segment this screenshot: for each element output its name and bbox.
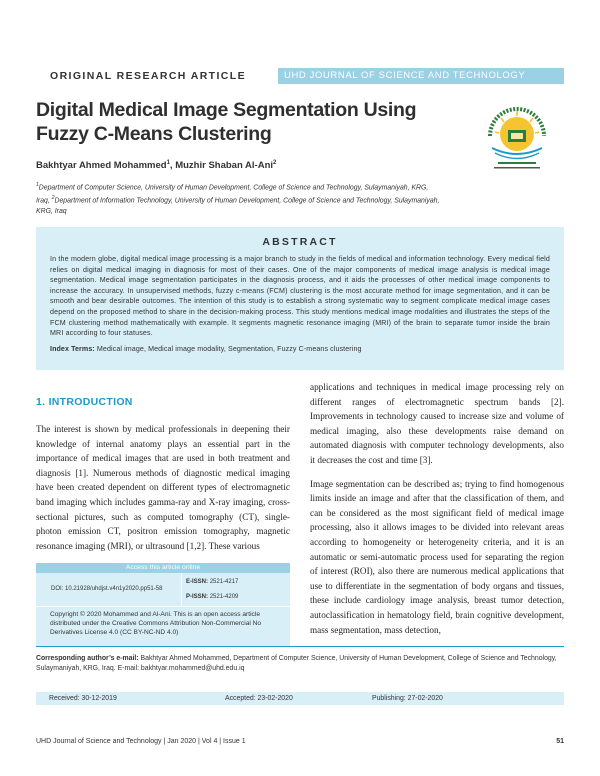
affiliation-text: Department of Computer Science, University of Human Development, College of Science and Technology, Sulaymaniyah, KRG, Iraq, bbox=[36, 184, 429, 205]
page-number: 51 bbox=[556, 738, 564, 745]
index-terms-list: Medical image, Medical image modality, Segmentation, Fuzzy C-means clustering bbox=[96, 344, 362, 353]
uhd-university-seal-icon bbox=[470, 96, 564, 180]
access-heading: Access this article online bbox=[36, 563, 290, 573]
copyright-notice: Copyright © 2020 Mohammed and Al-Ani. This is an open access article distributed under the Creative Commons Attribution Non-Commercial No Derivatives License 4.0 (CC BY-NC-ND 4.0) bbox=[50, 611, 262, 636]
body-paragraph: Image segmentation can be described as; trying to find homogenous limits inside an image and after that the classification of them, and can be considered as the most significant field of medical image processing, also it allows images to be divided into relevant areas according to homogeneity or heterogeneity criteria, and it is an automatic or semi-automatic process used for separating the region of interest (ROI), also there are numerous medical applications that use to differentiate in the segmentation of body organs and tissues, these include cardiology image analysis, breast tumor detection, autoclassification in hematology field, brain cognitive development, mass segmentation, mass detection, bbox=[310, 478, 564, 635]
correspondence bbox=[36, 646, 564, 691]
author-affiliation-marker: 1 bbox=[166, 160, 170, 166]
eissn bbox=[186, 579, 238, 585]
abstract-text: In the modern globe, digital medical image processing is a major branch to study in the fields of medical and information technology. Every medical field relies on digital medical imaging in diagnosis for most of their cases. One of the major components of medical image analysis is medical image segmentation. Medical image segmentation participates in the diagnosis process, and it aids the processes of other medical image components to increase the accuracy. In unsupervised methods, fuzzy c-means (FCM) clustering is the most accurate method for image segmentation, and it can be smooth and bear desirable outcomes. The intention of this study is to establish a strong systematic way to segment complicate medical image cases depend on the proposed method to share in the decision-making process. This study mentions medical image modalities and illustrates the steps of the FCM clustering method mathematically with example. It segments magnetic resonance imaging (MRI) of the brain to separate tumor inside the brain MRI according to four statuses. bbox=[50, 255, 550, 338]
eissn-value: 2521-4217 bbox=[209, 579, 239, 585]
access-online-box bbox=[36, 563, 290, 646]
index-terms-label: Index Terms: bbox=[50, 344, 95, 353]
right-column bbox=[310, 380, 564, 637]
author-line bbox=[36, 160, 276, 171]
pissn-label: P-ISSN: bbox=[186, 594, 209, 600]
body-paragraph: applications and techniques in medical image processing rely on different ranges of electromagnetic spectrum bands [2]. Improvements in technology caused to increase size and volume of medical imaging, also these developments raise demand on automated diagnosis with computer technology developments, also it decreases the cost and time [3]. bbox=[310, 382, 564, 465]
affiliation-marker: 2 bbox=[51, 195, 55, 202]
dates-bar bbox=[36, 692, 564, 705]
affiliation-text: Department of Information Technology, University of Human Development, College of Science and Technology, Sulaymaniyah, KRG, Iraq bbox=[36, 197, 440, 215]
received-date: Received: 30-12-2019 bbox=[49, 695, 117, 702]
accepted-date: Accepted: 23-02-2020 bbox=[225, 695, 293, 702]
doi-link[interactable]: DOI: 10.21928/uhdjst.v4n1y2020.pp51-58 bbox=[51, 586, 163, 592]
correspondence-text: Bakhtyar Ahmed Mohammed, Department of Computer Science, University of Human Development, College of Science and Technology, Sulaymaniyah, KRG, Iraq. E-mail: bakhtyar.mohammed@uhd.edu.iq bbox=[36, 655, 557, 672]
body-paragraph: The interest is shown by medical professionals in deepening their knowledge of internal anatomy plays an essential part in the importance of medical images that are used in both treatment and diagnosis [1]. Numerous methods of diagnostic medical imaging have been created dependent on different types of electromagnetic band imaging which includes gamma-ray and X-ray imaging, cross-sectional pictures, such as computed tomography (CT), single-photon emission CT, positron emission tomography, magnetic resonance imaging (MRI), or ultrasound [1,2]. These various bbox=[36, 424, 290, 551]
article-title: Digital Medical Image Segmentation Using Fuzzy C-Means Clustering bbox=[36, 99, 417, 145]
pissn-value: 2521-4209 bbox=[209, 594, 239, 600]
section-label: ORIGINAL RESEARCH ARTICLE bbox=[50, 70, 247, 82]
published-date: Publishing: 27-02-2020 bbox=[372, 695, 443, 702]
author-affiliation-marker: 2 bbox=[273, 160, 277, 166]
author-separator: , bbox=[169, 160, 176, 172]
index-terms bbox=[50, 344, 550, 354]
footer-citation: UHD Journal of Science and Technology | Jan 2020 | Vol 4 | Issue 1 bbox=[36, 738, 246, 745]
abstract-heading: ABSTRACT bbox=[262, 236, 338, 248]
page-footer bbox=[36, 738, 564, 745]
abstract-box bbox=[36, 227, 564, 370]
access-identifiers bbox=[36, 573, 290, 607]
affiliations bbox=[36, 180, 441, 217]
pissn bbox=[186, 594, 238, 600]
section-heading: 1. INTRODUCTION bbox=[36, 396, 133, 408]
eissn-label: E-ISSN: bbox=[186, 579, 209, 585]
left-column bbox=[36, 422, 290, 553]
correspondence-label: Corresponding author’s e-mail: bbox=[36, 655, 139, 662]
author-name: Muzhir Shaban Al-Ani bbox=[175, 160, 274, 172]
journal-name-banner: UHD JOURNAL OF SCIENCE AND TECHNOLOGY bbox=[278, 68, 564, 84]
divider bbox=[181, 573, 182, 607]
author-name: Bakhtyar Ahmed Mohammed bbox=[36, 160, 167, 172]
uhd-logo bbox=[470, 96, 564, 180]
affiliation-marker: 1 bbox=[36, 182, 39, 188]
